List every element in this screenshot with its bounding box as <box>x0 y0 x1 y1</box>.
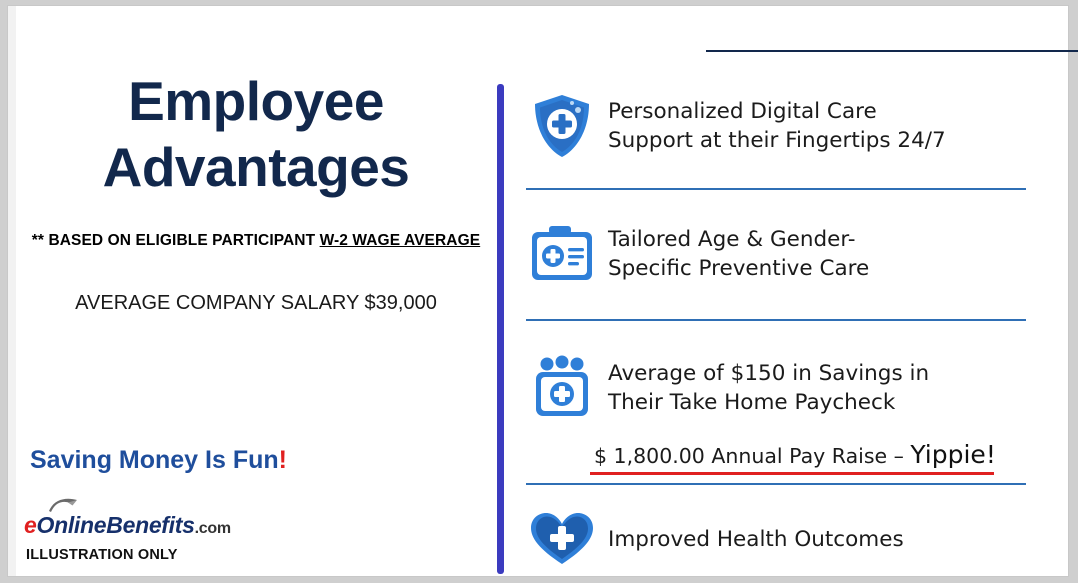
benefit-line-2: Specific Preventive Care <box>608 256 870 281</box>
divider-rule <box>526 319 1026 321</box>
basis-note-prefix: ** BASED ON ELIGIBLE PARTICIPANT <box>31 232 320 249</box>
benefit-text <box>608 97 946 155</box>
benefit-row <box>516 212 1061 296</box>
benefit-line-1: Tailored Age & Gender- <box>608 227 856 252</box>
illustration-only-label: ILLUSTRATION ONLY <box>26 547 178 563</box>
benefit-line-2: Their Take Home Paycheck <box>608 390 896 415</box>
benefit-line-1: Improved Health Outcomes <box>608 526 904 552</box>
logo <box>24 506 284 542</box>
left-column <box>16 6 496 576</box>
right-column <box>516 6 1061 576</box>
pay-raise-line <box>594 440 1064 469</box>
left-edge-strip <box>8 6 16 576</box>
benefit-row <box>516 84 1061 168</box>
benefit-text <box>608 225 869 283</box>
basis-note <box>18 232 494 250</box>
shield-medical-cross-icon <box>516 93 608 159</box>
saving-money-exclaim: ! <box>278 446 287 474</box>
logo-text <box>24 512 231 539</box>
saving-money-headline <box>30 446 287 475</box>
logo-dotcom: .com <box>194 520 231 537</box>
saving-money-text: Saving Money Is Fun <box>30 446 279 474</box>
average-salary-text: AVERAGE COMPANY SALARY $39,000 <box>75 292 437 314</box>
benefit-line-1: Personalized Digital Care <box>608 99 877 124</box>
medical-id-card-icon <box>516 224 608 284</box>
benefit-line-2: Support at their Fingertips 24/7 <box>608 128 946 153</box>
title-line-2: Advantages <box>102 136 410 198</box>
divider-rule <box>526 483 1026 485</box>
page-title <box>16 68 496 200</box>
top-rule <box>706 50 1078 52</box>
family-health-icon <box>516 355 608 421</box>
logo-online: Online <box>36 512 107 538</box>
pay-raise-underline <box>590 472 994 475</box>
logo-benefits: Benefits <box>106 512 195 538</box>
benefit-row <box>516 506 1061 572</box>
title-line-1: Employee <box>128 70 384 132</box>
swoosh-icon <box>48 497 78 513</box>
basis-note-underlined: W-2 WAGE AVERAGE <box>319 232 481 249</box>
logo-e: e <box>24 512 37 538</box>
pay-raise-amount: $ 1,800.00 Annual Pay Raise – <box>594 444 911 468</box>
heart-medical-cross-icon <box>516 511 608 567</box>
benefit-row <box>516 346 1061 430</box>
slide-canvas <box>8 6 1068 576</box>
vertical-divider <box>497 84 504 574</box>
benefit-text <box>608 525 904 554</box>
divider-rule <box>526 188 1026 190</box>
benefit-text <box>608 359 929 417</box>
pay-raise-yippie: Yippie! <box>910 440 996 469</box>
benefit-line-1: Average of $150 in Savings in <box>608 361 930 386</box>
